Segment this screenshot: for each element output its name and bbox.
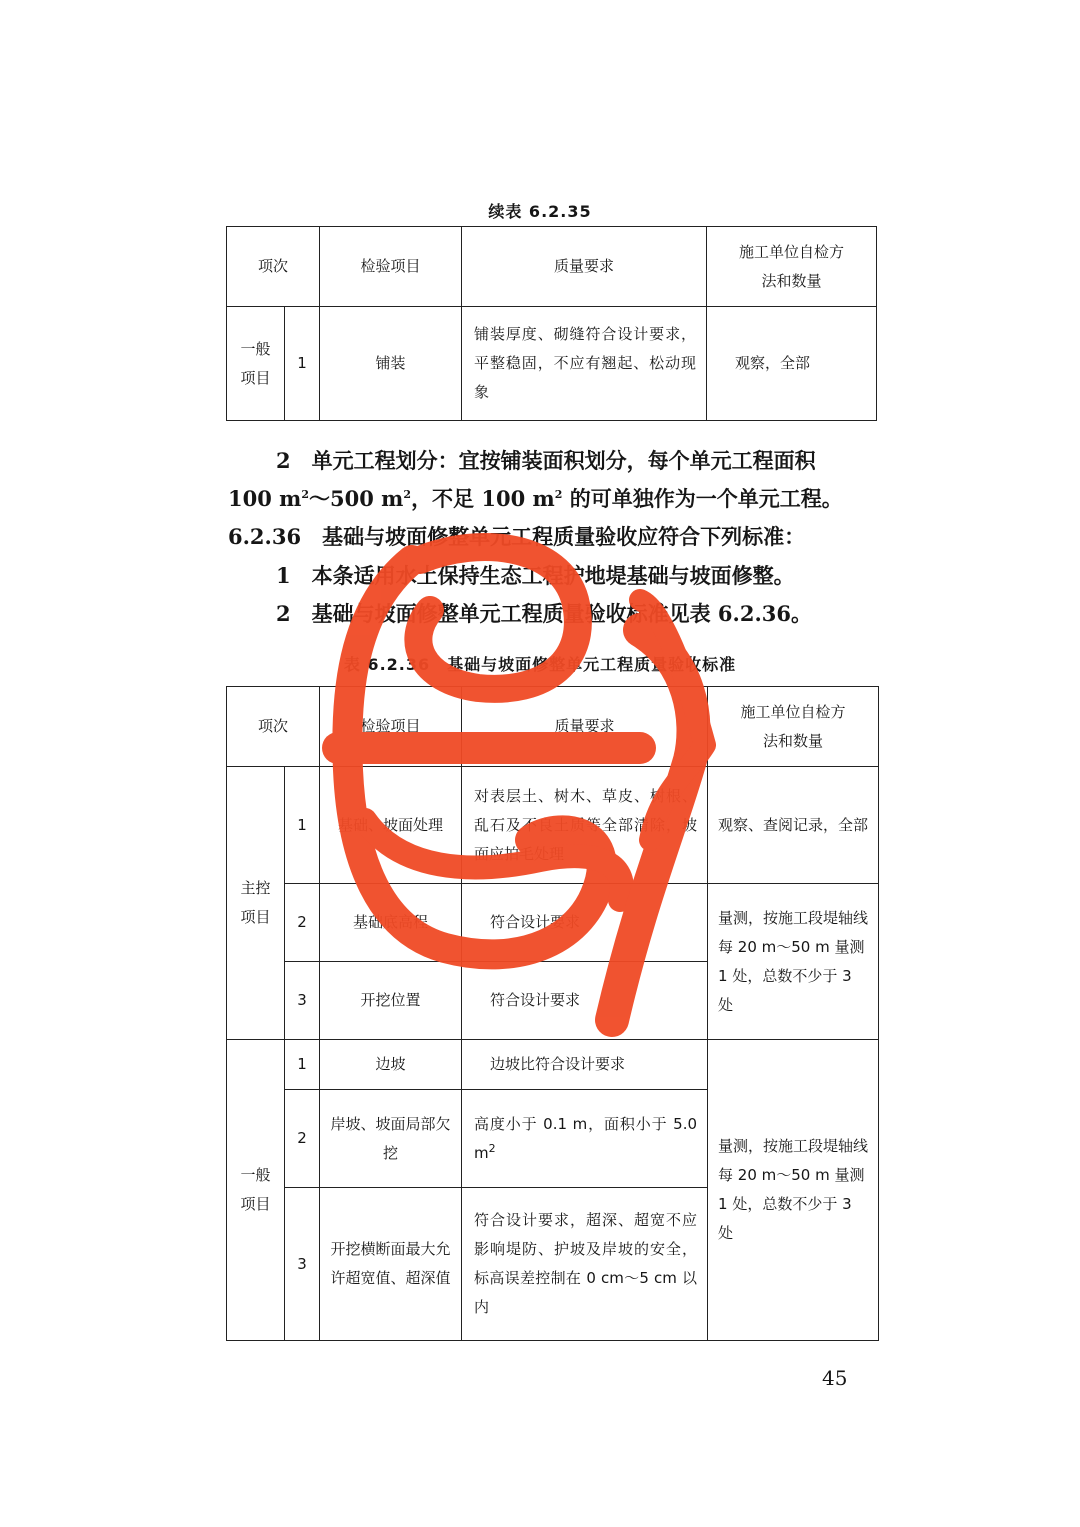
header-inspection-item: 检验项目 — [320, 687, 462, 767]
header-quality-requirement: 质量要求 — [462, 687, 708, 767]
header-self-check-method: 施工单位自检方法和数量 — [708, 687, 879, 767]
quality-requirement-text: 高度小于 0.1 m，面积小于 5.0 m — [474, 1114, 698, 1162]
page-number: 45 — [822, 1366, 848, 1390]
text-area-limit: ，不足 100 m — [411, 486, 555, 511]
quality-requirement: 符合设计要求 — [462, 884, 708, 962]
header-self-check-method: 施工单位自检方法和数量 — [707, 227, 877, 307]
inspection-item: 基础、坡面处理 — [320, 767, 462, 884]
table2 — [226, 686, 879, 1341]
quality-requirement: 铺装厚度、砌缝符合设计要求，平整稳固，不应有翘起、松动现象 — [462, 307, 707, 421]
header-inspection-item: 检验项目 — [320, 227, 462, 307]
inspection-item: 铺装 — [320, 307, 462, 421]
quality-requirement — [462, 1090, 708, 1188]
table2-caption: 表 6.2.36 基础与坡面修整单元工程质量验收标准 — [343, 655, 737, 674]
row-number: 3 — [285, 1188, 320, 1341]
self-check-method: 量测，按施工段堤轴线每 20 m～50 m 量测 1 处，总数不少于 3 处 — [708, 1040, 879, 1341]
superscript: 2 — [488, 1141, 496, 1155]
quality-requirement: 符合设计要求，超深、超宽不应影响堤防、护坡及岸坡的安全，标高误差控制在 0 cm～5 cm 以内 — [462, 1188, 708, 1341]
table1-caption: 续表 6.2.35 — [488, 202, 592, 221]
table1 — [226, 226, 877, 421]
header-quality-requirement: 质量要求 — [462, 227, 707, 307]
row-number: 1 — [285, 767, 320, 884]
self-check-method: 观察、查阅记录，全部 — [708, 767, 879, 884]
paragraph-unit-division: 2 单元工程划分：宜按铺装面积划分，每个单元工程面积 — [276, 448, 816, 473]
inspection-item: 边坡 — [320, 1040, 462, 1090]
self-check-method: 观察，全部 — [707, 307, 877, 421]
superscript: 2 — [554, 488, 563, 501]
superscript: 2 — [301, 488, 310, 501]
group-label-main-control: 主控项目 — [227, 767, 285, 1040]
group-label-general: 一般项目 — [227, 1040, 285, 1341]
row-number: 1 — [285, 1040, 320, 1090]
inspection-item: 岸坡、坡面局部欠挖 — [320, 1090, 462, 1188]
inspection-item: 基础底高程 — [320, 884, 462, 962]
header-item-no: 项次 — [227, 687, 320, 767]
paragraph-reference: 2 基础与坡面修整单元工程质量验收标准见表 6.2.36。 — [276, 601, 812, 626]
text-area-max: ～500 m — [309, 486, 404, 511]
inspection-item: 开挖位置 — [320, 962, 462, 1040]
self-check-method: 量测，按施工段堤轴线每 20 m～50 m 量测 1 处，总数不少于 3 处 — [708, 884, 879, 1040]
clause-heading-6-2-36: 6.2.36 基础与坡面修整单元工程质量验收应符合下列标准： — [228, 524, 806, 549]
row-number: 2 — [285, 884, 320, 962]
header-item-no: 项次 — [227, 227, 320, 307]
inspection-item: 开挖横断面最大允许超宽值、超深值 — [320, 1188, 462, 1341]
text-area-tail: 的可单独作为一个单元工程。 — [562, 486, 843, 511]
quality-requirement: 符合设计要求 — [462, 962, 708, 1040]
quality-requirement: 对表层土、树木、草皮、树根、乱石及不良土质等全部清除，坡面应拍毛处理 — [462, 767, 708, 884]
group-label-general: 一般项目 — [227, 307, 285, 421]
superscript: 2 — [403, 488, 412, 501]
row-number: 2 — [285, 1090, 320, 1188]
paragraph-scope: 1 本条适用水土保持生态工程护地堤基础与坡面修整。 — [276, 563, 795, 588]
row-number: 1 — [285, 307, 320, 421]
quality-requirement: 边坡比符合设计要求 — [462, 1040, 708, 1090]
text-area-min: 100 m — [228, 486, 302, 511]
row-number: 3 — [285, 962, 320, 1040]
paragraph-unit-division-cont — [228, 486, 843, 512]
